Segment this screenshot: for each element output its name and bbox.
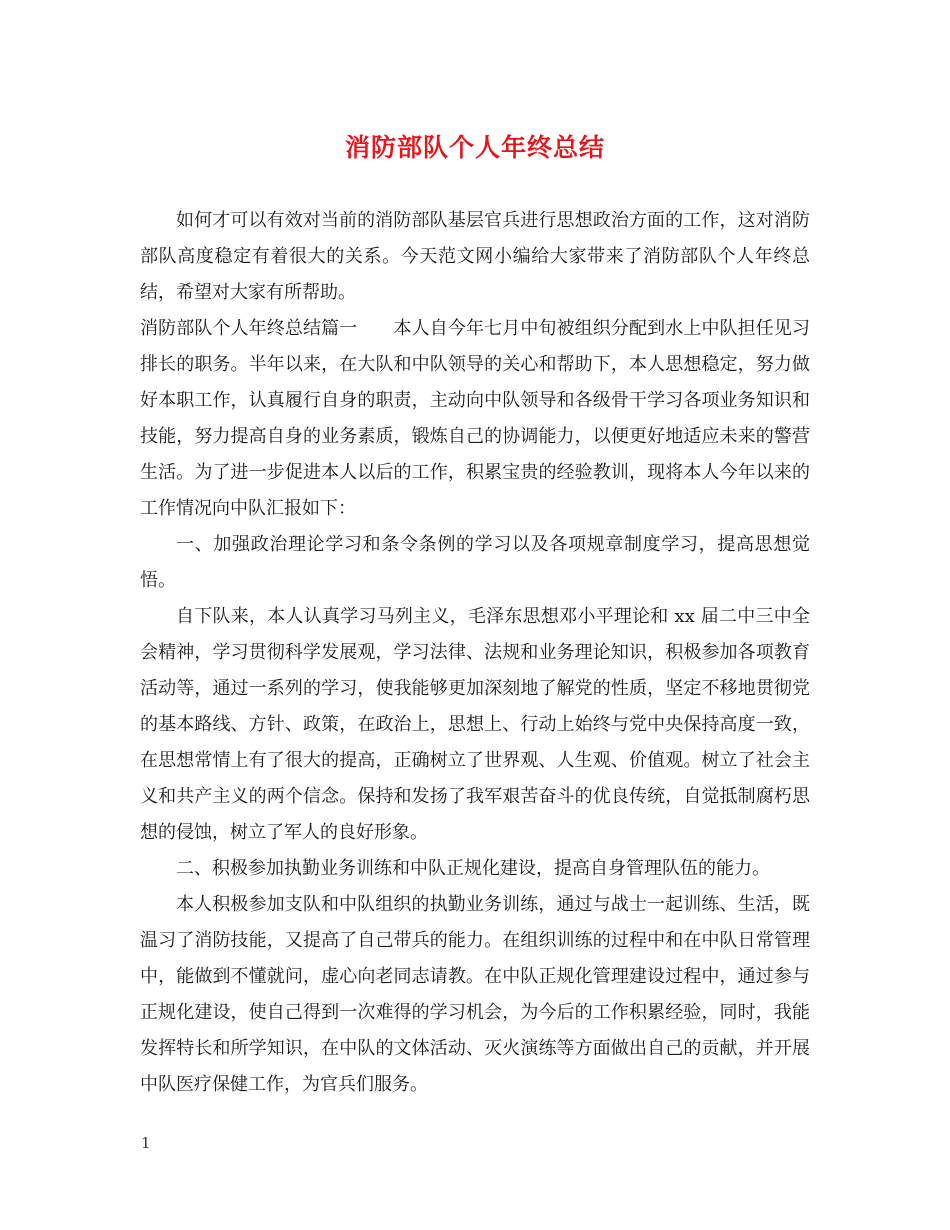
section-heading-two: 二、积极参加执勤业务训练和中队正规化建设，提高自身管理队伍的能力。 (176, 858, 770, 879)
page-number: 1 (141, 1134, 151, 1152)
document-title: 消防部队个人年终总结 (344, 133, 605, 162)
section-heading-one: 一、加强政治理论学习和条令条例的学习以及各项规章制度学习，提高思想觉悟。 (140, 534, 810, 591)
paragraph-part-one: 消防部队个人年终总结篇一 本人自今年七月中旬被组织分配到水上中队担任见习排长的职务。半年以来，在大队和中队领导的关心和帮助下，本人思想稳定，努力做好本职工作，认真履行自身的职责，主动向中队领导和各级骨干学习各项业务知识和技能，努力提高自身的业务素质，锻炼自己的协调能力，以便更好地适应未来的警营生活。为了进一步促进本人以后的工作，积累宝贵的经验教训，现将本人今年以来的工作情况向中队汇报如下： (140, 318, 810, 519)
paragraph-training: 本人积极参加支队和中队组织的执勤业务训练，通过与战士一起训练、生活，既温习了消防技能，又提高了自己带兵的能力。在组织训练的过程中和在中队日常管理中，能做到不懂就问，虚心向老同志请教。在中队正规化管理建设过程中，通过参与正规化建设，使自己得到一次难得的学习机会，为今后的工作积累经验，同时，我能发挥特长和所学知识，在中队的文体活动、灭火演练等方面做出自己的贡献，并开展中队医疗保健工作，为官兵们服务。 (140, 894, 810, 1095)
paragraph-political-study: 自下队来，本人认真学习马列主义，毛泽东思想邓小平理论和 xx 届二中三中全会精神，学习贯彻科学发展观，学习法律、法规和业务理论知识，积极参加各项教育活动等，通过一系列的学习，使我能够更加深刻地了解党的性质，坚定不移地贯彻党的基本路线、方针、政策，在政治上，思想上、行动上始终与党中央保持高度一致，在思想常情上有了很大的提高，正确树立了世界观、人生观、价值观。树立了社会主义和共产主义的两个信念。保持和发扬了我军艰苦奋斗的优良传统，自觉抵制腐朽思想的侵蚀，树立了军人的良好形象。 (140, 606, 810, 843)
paragraph-intro: 如何才可以有效对当前的消防部队基层官兵进行思想政治方面的工作，这对消防部队高度稳定有着很大的关系。今天范文网小编给大家带来了消防部队个人年终总结，希望对大家有所帮助。 (140, 210, 810, 303)
document-body (140, 203, 810, 1103)
